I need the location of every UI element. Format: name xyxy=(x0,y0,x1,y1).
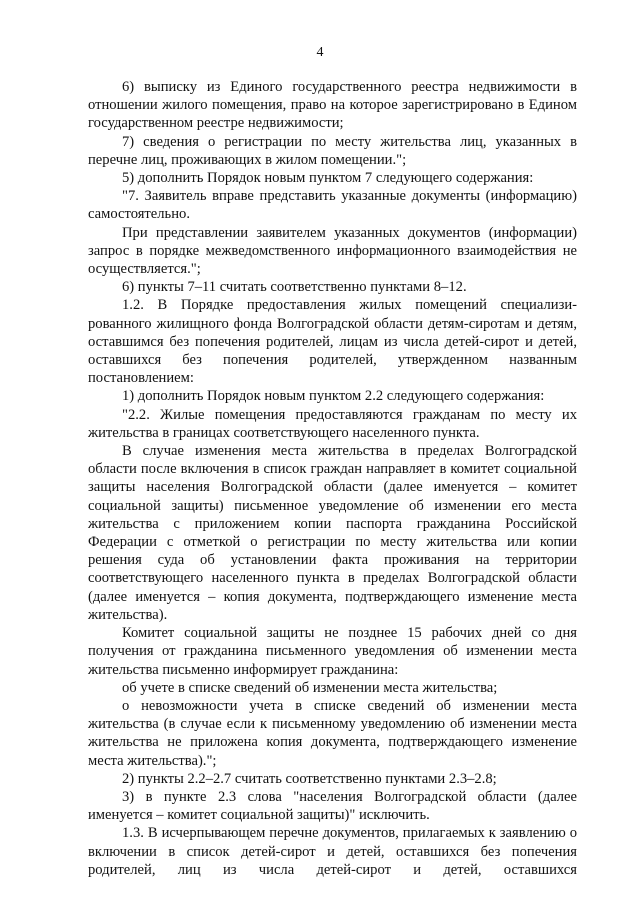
paragraph: об учете в списке сведений об изменении места жительства; xyxy=(122,679,498,696)
paragraph: "2.2. Жилые помещения предоставляются гражданам по месту их жительства в границах соответствующего населенного пункта. xyxy=(88,406,577,441)
paragraph: о невозможности учета в списке сведений об изменении места жительства (в случае если к письменному уведомлению об изменении места жительства не приложена копия документа, подтверждающего изменение места жительства)."; xyxy=(88,697,577,769)
paragraph: 7) сведения о регистрации по месту жительства лиц, указанных в перечне лиц, проживающих в жилом помещении."; xyxy=(88,133,577,168)
paragraph: Комитет социальной защиты не позднее 15 рабочих дней со дня получения от гражданина письменного уведомления об изменении места жительства письменно информирует гражданина: xyxy=(88,625,577,678)
paragraph: "7. Заявитель вправе представить указанные документы (информацию) самостоятельно. xyxy=(88,188,577,223)
paragraph: При представлении заявителем указанных документов (информации) запрос в порядке межведомственного информационного взаимодействия не осуществляется."; xyxy=(88,224,577,278)
paragraph: 6) пункты 7–11 считать соответственно пунктами 8–12. xyxy=(122,279,467,296)
paragraph: В случае изменения места жительства в пределах Волгоградской области после включения в список граждан направляет в комитет социальной защиты населения Волгоградской области (далее именуется – комитет социальной защиты) письменное уведомление об изменении его места жительства с приложением копии паспорта гражданина Российской Федерации с отметкой о регистрации по месту жительства или копии решения суда об установлении факта проживания на территории соответствующего населенного пункта в пределах Волгоградской области (далее именуется – копия документа, подтверждающего изменение места жительства). xyxy=(88,443,577,623)
paragraph: 1) дополнить Порядок новым пунктом 2.2 следующего содержания: xyxy=(122,388,545,405)
paragraph: 5) дополнить Порядок новым пунктом 7 следующего содержания: xyxy=(122,170,534,187)
page-number: 4 xyxy=(316,45,324,60)
paragraph: 1.3. В исчерпывающем перечне документов, прилагаемых к заявлению о включении в список детей-сирот и детей, оставшихся без попечения родителей, лиц из числа детей-сирот и детей, оставшихся xyxy=(88,825,577,878)
paragraph: 6) выписку из Единого государственного реестра недвижимости в отношении жилого помещения, право на которое зарегистрировано в Едином государственном реестре недвижимости; xyxy=(88,79,577,132)
paragraph: 2) пункты 2.2–2.7 считать соответственно пунктами 2.3–2.8; xyxy=(122,770,497,787)
document-body xyxy=(88,78,577,879)
paragraph: 1.2. В Порядке предоставления жилых помещений специализи-рованного жилищного фонда Волгоградской области детям-сиротам и детям, оставшимся без попечения родителей, лицам из числа детей-сирот и детей, оставшихся без попечения родителей, утвержденном названным постановлением: xyxy=(88,297,577,387)
paragraph: 3) в пункте 2.3 слова "населения Волгоградской области (далее именуется – комитет социальной защиты)" исключить. xyxy=(88,788,577,824)
